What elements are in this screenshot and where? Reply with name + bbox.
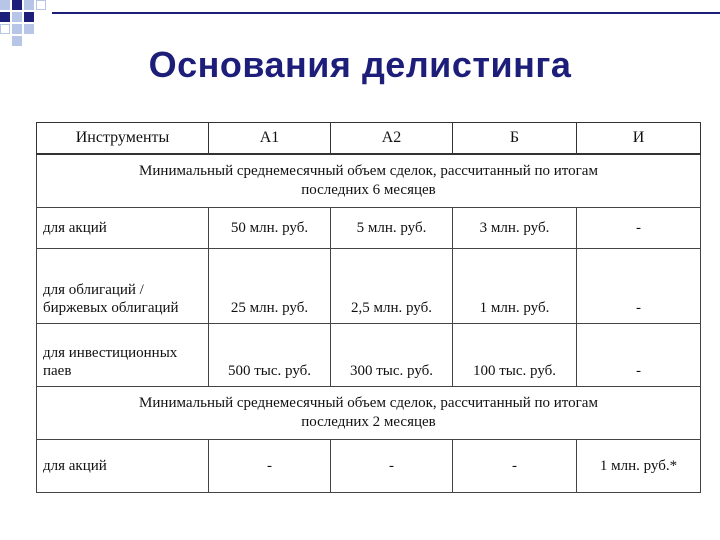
table-row bbox=[37, 324, 701, 387]
section-heading-row bbox=[37, 387, 701, 440]
header-instruments: Инструменты bbox=[37, 123, 209, 155]
row-label bbox=[37, 208, 209, 249]
section-heading-line: последних 6 месяцев bbox=[301, 182, 436, 198]
deco-square bbox=[24, 0, 34, 10]
row-label-line: для облигаций / bbox=[43, 282, 144, 298]
cell-b: 3 млн. руб. bbox=[453, 208, 577, 249]
section-heading-line: последних 2 месяцев bbox=[301, 414, 436, 430]
deco-square bbox=[12, 24, 22, 34]
table-header-row bbox=[37, 123, 701, 155]
deco-square bbox=[0, 12, 10, 22]
header-i: И bbox=[577, 123, 701, 155]
cell-a1: 25 млн. руб. bbox=[209, 249, 331, 324]
header-rule bbox=[52, 12, 720, 14]
cell-b: - bbox=[453, 440, 577, 493]
row-label bbox=[37, 440, 209, 493]
delisting-table bbox=[36, 122, 701, 493]
cell-b: 1 млн. руб. bbox=[453, 249, 577, 324]
header-a2: А2 bbox=[331, 123, 453, 155]
cell-a2: - bbox=[331, 440, 453, 493]
cell-a2: 2,5 млн. руб. bbox=[331, 249, 453, 324]
deco-square bbox=[12, 12, 22, 22]
row-label bbox=[37, 324, 209, 387]
cell-a1: 500 тыс. руб. bbox=[209, 324, 331, 387]
row-label-line: для акций bbox=[43, 220, 107, 236]
row-label-line: биржевых облигаций bbox=[43, 300, 179, 316]
page-title: Основания делистинга bbox=[148, 44, 572, 85]
deco-square bbox=[12, 0, 22, 10]
table-row bbox=[37, 208, 701, 249]
row-label bbox=[37, 249, 209, 324]
row-label-line: паев bbox=[43, 363, 72, 379]
cell-a1: - bbox=[209, 440, 331, 493]
row-label-line: для инвестиционных bbox=[43, 345, 178, 361]
section-heading-line: Минимальный среднемесячный объем сделок, рассчитанный по итогам bbox=[139, 395, 598, 411]
cell-a2: 5 млн. руб. bbox=[331, 208, 453, 249]
cell-b: 100 тыс. руб. bbox=[453, 324, 577, 387]
cell-i: - bbox=[577, 208, 701, 249]
section-heading bbox=[37, 387, 701, 440]
deco-square bbox=[24, 24, 34, 34]
cell-a1: 50 млн. руб. bbox=[209, 208, 331, 249]
cell-i: 1 млн. руб.* bbox=[577, 440, 701, 493]
section-heading bbox=[37, 154, 701, 208]
row-label-line: для акций bbox=[43, 458, 107, 474]
deco-square bbox=[24, 12, 34, 22]
cell-a2: 300 тыс. руб. bbox=[331, 324, 453, 387]
cell-i: - bbox=[577, 249, 701, 324]
header-a1: А1 bbox=[209, 123, 331, 155]
deco-square bbox=[0, 24, 10, 34]
header-b: Б bbox=[453, 123, 577, 155]
table-row bbox=[37, 249, 701, 324]
section-heading-line: Минимальный среднемесячный объем сделок, рассчитанный по итогам bbox=[139, 163, 598, 179]
deco-square bbox=[0, 0, 10, 10]
table-row bbox=[37, 440, 701, 493]
cell-i: - bbox=[577, 324, 701, 387]
deco-square bbox=[36, 0, 46, 10]
section-heading-row bbox=[37, 154, 701, 208]
